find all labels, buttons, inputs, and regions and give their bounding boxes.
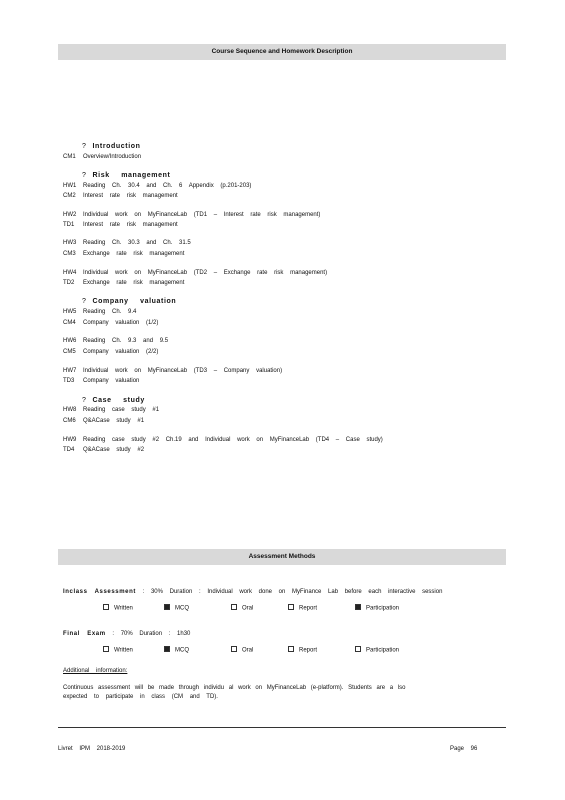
option-oral[interactable]: Oral [231, 605, 253, 612]
schedule-line: CM6 Q&ACase study #1 [63, 418, 145, 424]
option-report[interactable]: Report [288, 605, 317, 612]
final-exam-line: Final Exam : 70% Duration : 1h30 [63, 631, 191, 637]
schedule-line: HW6 Reading Ch. 9.3 and 9.5 [63, 338, 169, 344]
section-title-risk-management: ? Risk management [82, 172, 171, 179]
checkbox-icon [231, 604, 237, 610]
schedule-line: TD4 Q&ACase study #2 [63, 447, 145, 453]
inclass-assessment-line: Inclass Assessment : 30% Duration : Individual work done on MyFinance Lab before each interactive session [63, 589, 443, 595]
option-participation[interactable]: Participation [355, 647, 399, 654]
schedule-line: HW8 Reading case study #1 [63, 407, 160, 413]
option-report[interactable]: Report [288, 647, 317, 654]
option-oral[interactable]: Oral [231, 647, 253, 654]
section-title-introduction: ? Introduction [82, 143, 141, 150]
schedule-line: HW4 Individual work on MyFinanceLab (TD2 – Exchange rate risk management) [63, 270, 328, 276]
schedule-line: HW2 Individual work on MyFinanceLab (TD1 – Interest rate risk management) [63, 212, 321, 218]
checkbox-icon [103, 604, 109, 610]
schedule-line: CM1 Overview/Introduction [63, 154, 142, 160]
schedule-line: HW3 Reading Ch. 30.3 and Ch. 31.5 [63, 240, 191, 246]
checkbox-icon [231, 646, 237, 652]
checkbox-icon [288, 646, 294, 652]
schedule-line: CM2 Interest rate risk management [63, 193, 178, 199]
schedule-line: HW5 Reading Ch. 9.4 [63, 309, 137, 315]
option-written[interactable]: Written [103, 647, 133, 654]
section-title-company-valuation: ? Company valuation [82, 298, 177, 305]
schedule-line: CM3 Exchange rate risk management [63, 251, 185, 257]
footer-divider [58, 727, 506, 728]
schedule-line: CM4 Company valuation (1/2) [63, 320, 159, 326]
checkbox-checked-icon [164, 646, 170, 652]
section-header-assessment: Assessment Methods [58, 549, 506, 565]
schedule-line: TD1 Interest rate risk management [63, 222, 178, 228]
section-header-course-sequence: Course Sequence and Homework Description [58, 44, 506, 60]
option-mcq[interactable]: MCQ [164, 647, 189, 654]
inclass-options [63, 605, 503, 615]
section-title-case-study: ? Case study [82, 397, 145, 404]
schedule-line: CM5 Company valuation (2/2) [63, 349, 159, 355]
schedule-line: HW9 Reading case study #2 Ch.19 and Individual work on MyFinanceLab (TD4 – Case study) [63, 437, 383, 443]
schedule-line: TD2 Exchange rate risk management [63, 280, 185, 286]
footer-document-title: Livret IPM 2018-2019 [58, 746, 126, 752]
checkbox-icon [355, 646, 361, 652]
schedule-line: TD3 Company valuation [63, 378, 140, 384]
checkbox-icon [288, 604, 294, 610]
additional-information-heading: Additional information: [63, 668, 128, 674]
additional-information-text: Continuous assessment will be made through individu al work on MyFinanceLab (e-platform). Students are a lso [63, 685, 406, 691]
option-participation[interactable]: Participation [355, 605, 399, 612]
footer-page-number: Page 96 [450, 746, 478, 752]
checkbox-icon [103, 646, 109, 652]
additional-information-text: expected to participate in class (CM and TD). [63, 694, 218, 700]
final-options [63, 647, 503, 657]
option-written[interactable]: Written [103, 605, 133, 612]
checkbox-checked-icon [355, 604, 361, 610]
checkbox-checked-icon [164, 604, 170, 610]
schedule-line: HW7 Individual work on MyFinanceLab (TD3 – Company valuation) [63, 368, 283, 374]
option-mcq[interactable]: MCQ [164, 605, 189, 612]
schedule-line: HW1 Reading Ch. 30.4 and Ch. 6 Appendix (p.201-203) [63, 183, 252, 189]
